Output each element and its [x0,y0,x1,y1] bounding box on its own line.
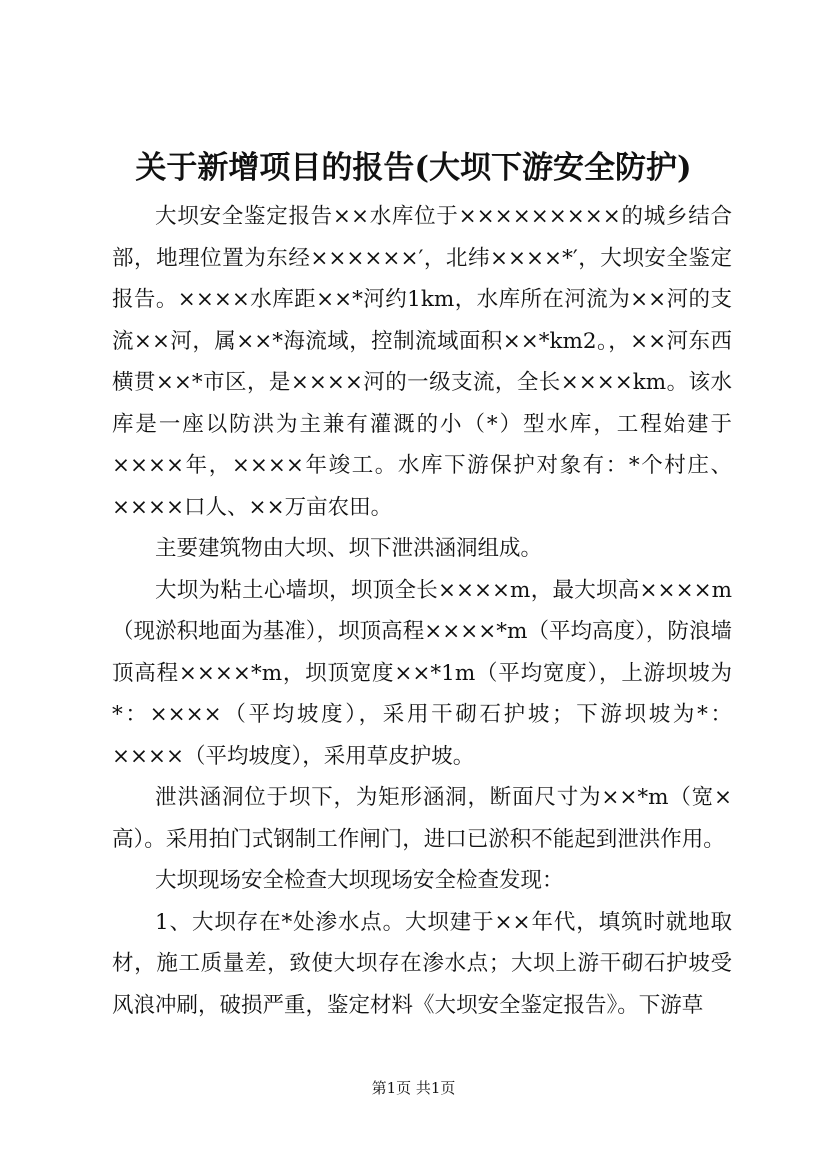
paragraph: 大坝安全鉴定报告××水库位于×××××××××的城乡结合部，地理位置为东经××××××′，北纬××××*′，大坝安全鉴定报告。××××水库距××*河约1km，水库所在河流为××河的支流××河，属××*海流域，控制流域面积××*km2。，××河东西横贯××*市区，是××××河的一级支流，全长××××km。该水库是一座以防洪为主兼有灌溉的小（*）型水库，工程始建于××××年，××××年竣工。水库下游保护对象有：*个村庄、××××口人、××万亩农田。 [112,204,732,520]
paragraph: 大坝现场安全检查大坝现场安全检查发现： [155,868,564,893]
paragraph: 主要建筑物由大坝、坝下泄洪涵洞组成。 [155,536,543,561]
paragraph: 1、大坝存在*处渗水点。大坝建于××年代，填筑时就地取材，施工质量差，致使大坝存在渗水点；大坝上游干砌石护坡受风浪冲刷，破损严重，鉴定材料《大坝安全鉴定报告》。下游草 [112,909,732,1018]
paragraph: 大坝为粘土心墙坝，坝顶全长××××m，最大坝高××××m（现淤积地面为基准），坝顶高程××××*m（平均高度），防浪墙顶高程××××*m，坝顶宽度××*1m（平均宽度），上游坝坡为*：××××（平均坡度），采用干砌石护坡；下游坝坡为*：××××（平均坡度），采用草皮护坡。 [112,577,732,769]
page-footer: 第1页 共1页 [371,1079,456,1097]
paragraph: 泄洪涵洞位于坝下，为矩形涵洞，断面尺寸为××*m（宽×高）。采用拍门式钢制工作闸门，进口已淤积不能起到泄洪作用。 [112,785,732,852]
document-body [112,196,732,1026]
document-title: 关于新增项目的报告(大坝下游安全防护) [135,150,692,186]
